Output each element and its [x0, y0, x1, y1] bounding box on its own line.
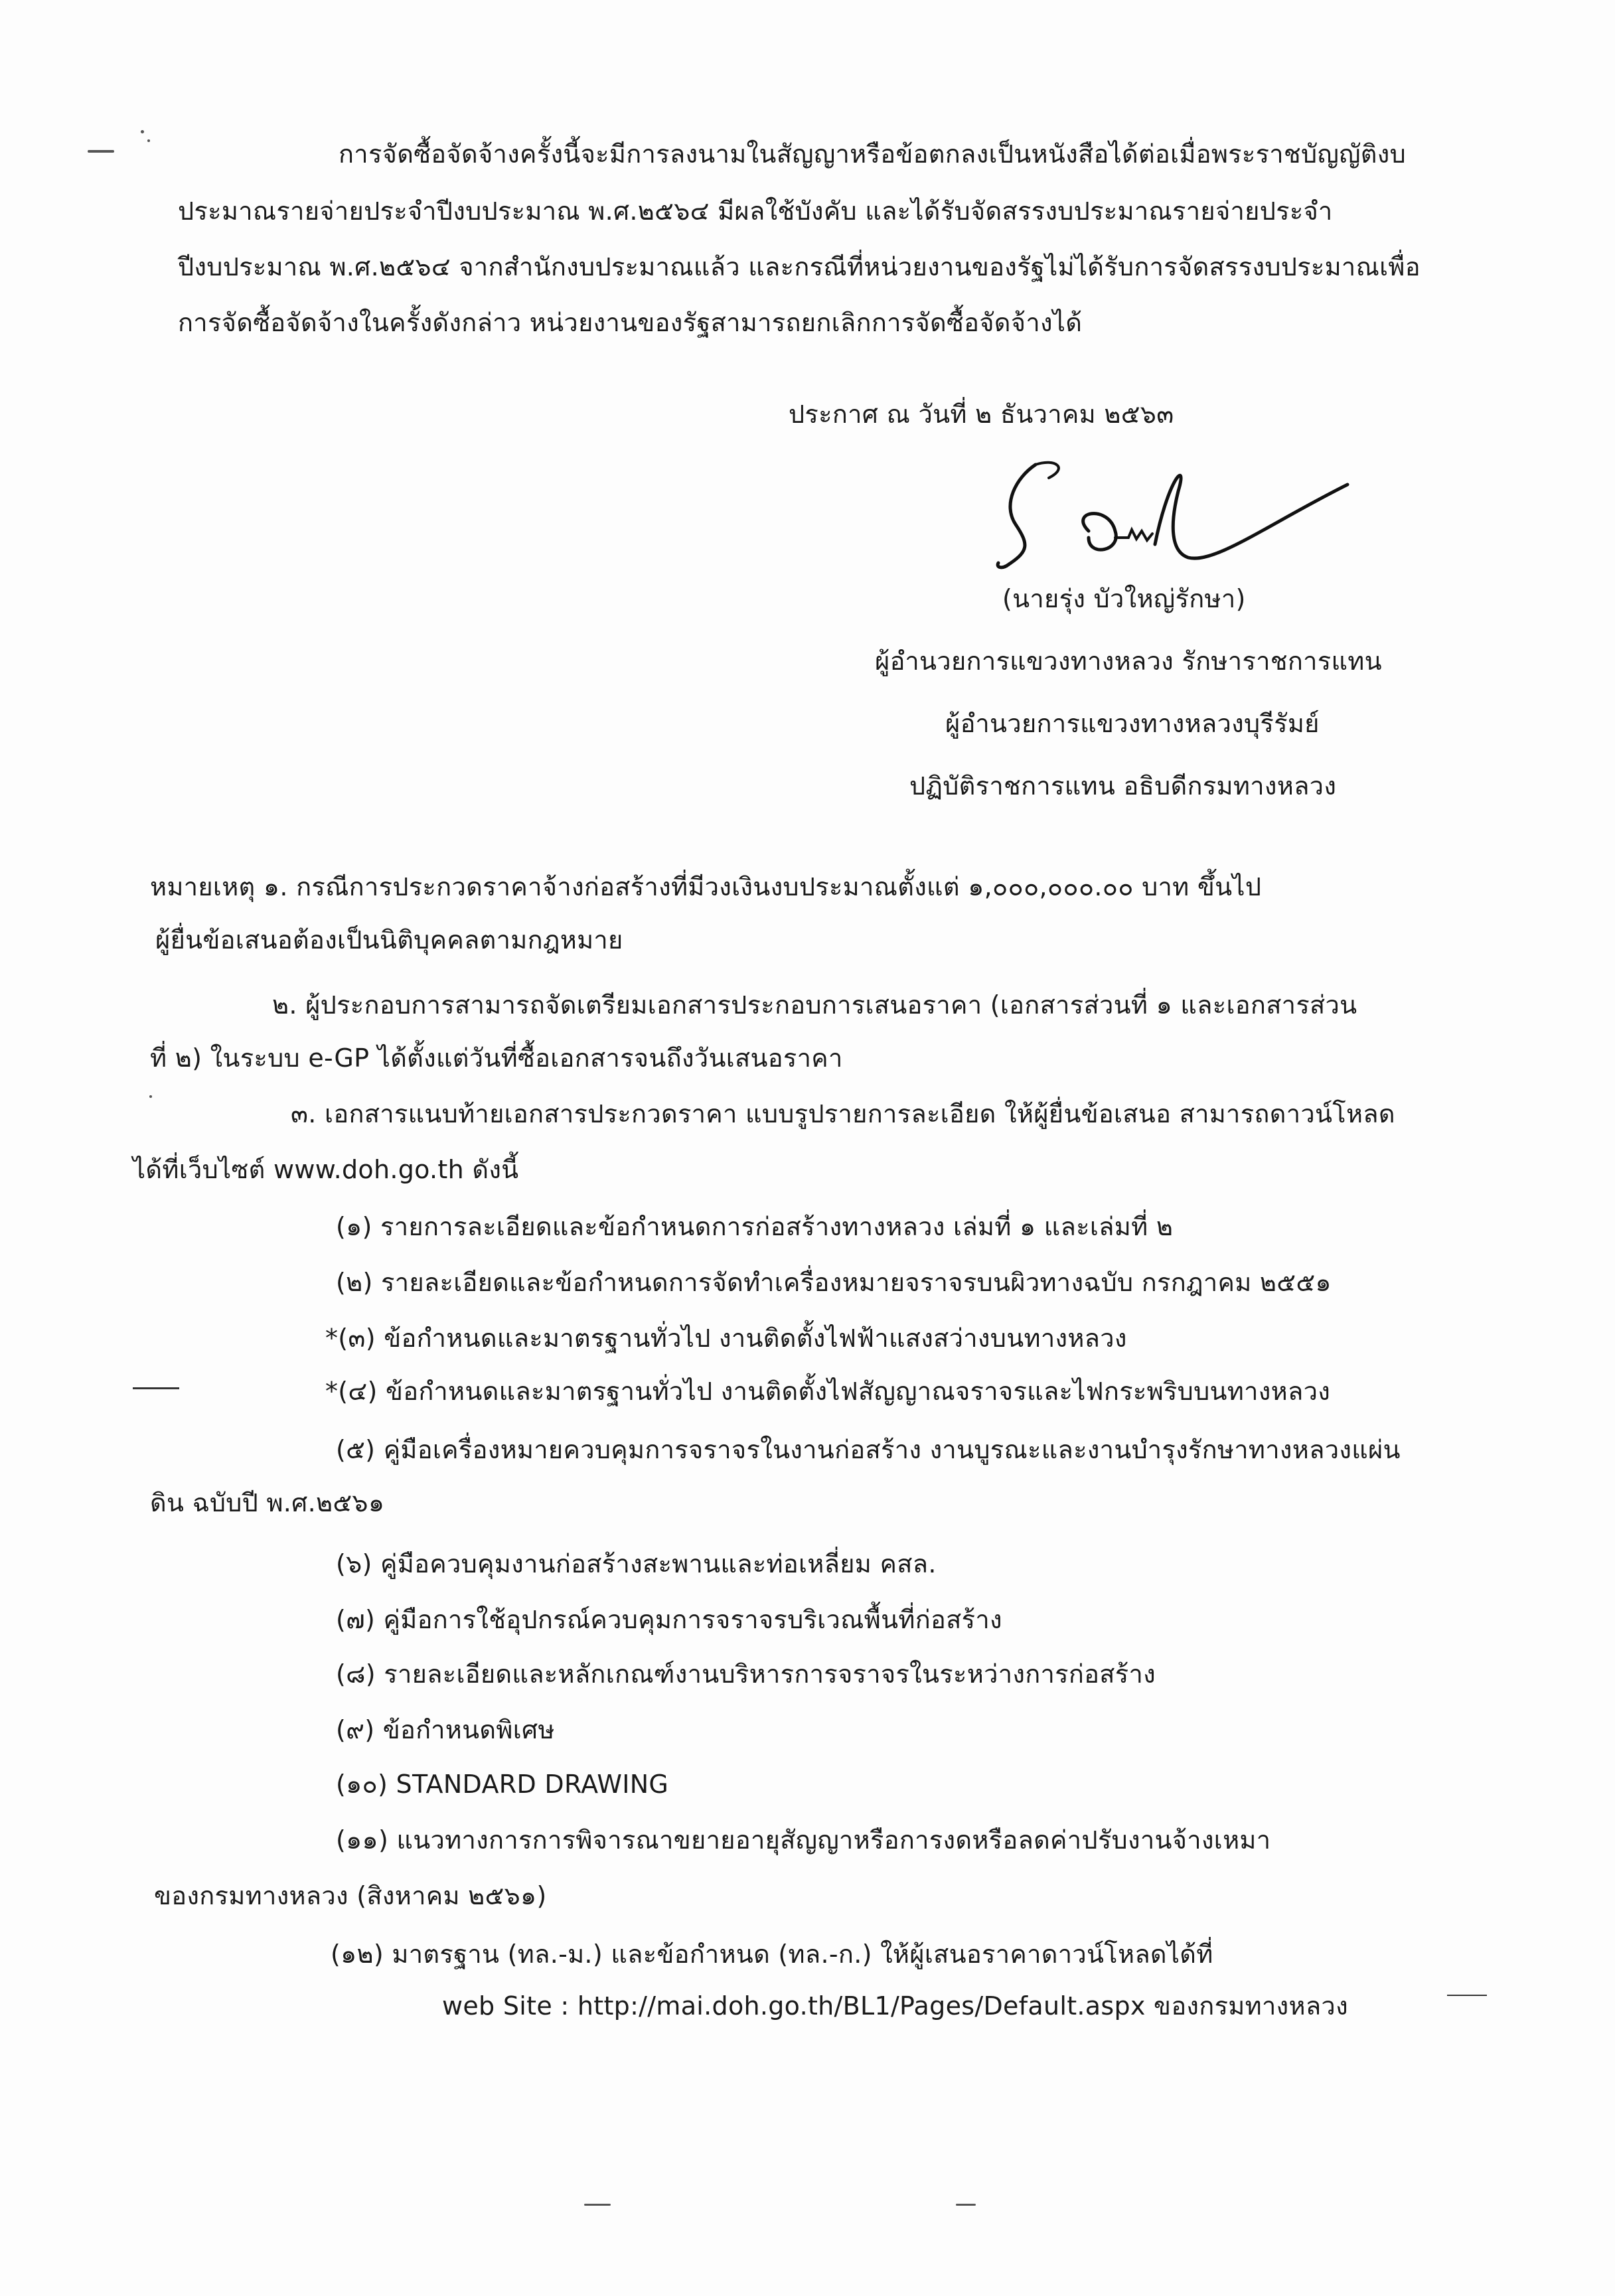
signatory-title-2: ผู้อำนวยการแขวงทางหลวงบุรีรัมย์ [945, 709, 1320, 738]
paragraph-top-line-3: ปีงบประมาณ พ.ศ.๒๕๖๔ จากสำนักงบประมาณแล้ว และกรณีที่หน่วยงานของรัฐไม่ได้รับการจัดสรรงบประมาณเพื่อ [178, 252, 1421, 281]
paragraph-top-line-1: การจัดซื้อจัดจ้างครั้งนี้จะมีการลงนามในสัญญาหรือข้อตกลงเป็นหนังสือได้ต่อเมื่อพระราชบัญญัติงบ [339, 139, 1407, 169]
announcement-date: ประกาศ ณ วันที่ ๒ ธันวาคม ๒๕๖๓ [789, 400, 1174, 429]
scan-dash [133, 1387, 179, 1389]
list-item: (๑๑) แนวทางการการพิจารณาขยายอายุสัญญาหรือการงดหรือลดค่าปรับงานจ้างเหมา [336, 1825, 1271, 1855]
scan-speck [88, 150, 114, 153]
signature-image [989, 451, 1361, 584]
list-item: (๘) รายละเอียดและหลักเกณฑ์งานบริหารการจราจรในระหว่างการก่อสร้าง [336, 1659, 1156, 1689]
scan-speck [147, 139, 150, 142]
list-item-continuation: ของกรมทางหลวง (สิงหาคม ๒๕๖๑) [154, 1881, 547, 1910]
scan-dash [1447, 1995, 1487, 1996]
list-item: (๑) รายการละเอียดและข้อกำหนดการก่อสร้างทางหลวง เล่มที่ ๑ และเล่มที่ ๒ [336, 1212, 1174, 1241]
list-item: (๑๒) มาตรฐาน (ทล.-ม.) และข้อกำหนด (ทล.-ก.) ให้ผู้เสนอราคาดาวน์โหลดได้ที่ [331, 1940, 1213, 1969]
scan-speck [141, 130, 144, 133]
list-item: (๒) รายละเอียดและข้อกำหนดการจัดทำเครื่องหมายจราจรบนผิวทางฉบับ กรกฎาคม ๒๕๕๑ [336, 1268, 1332, 1297]
list-item: *(๓) ข้อกำหนดและมาตรฐานทั่วไป งานติดตั้งไฟฟ้าแสงสว่างบนทางหลวง [325, 1324, 1127, 1353]
scan-speck [149, 1095, 152, 1098]
signatory-title-3: ปฏิบัติราชการแทน อธิบดีกรมทางหลวง [909, 771, 1337, 801]
note-2-line-2: ที่ ๒) ในระบบ e-GP ได้ตั้งแต่วันที่ซื้อเอกสารจนถึงวันเสนอราคา [150, 1043, 843, 1073]
signatory-title-1: ผู้อำนวยการแขวงทางหลวง รักษาราชการแทน [875, 647, 1382, 676]
list-item: (๑๐) STANDARD DRAWING [336, 1770, 669, 1799]
list-item-continuation: web Site : http://mai.doh.go.th/BL1/Pages/Default.aspx ของกรมทางหลวง [442, 1991, 1348, 2021]
list-item: (๙) ข้อกำหนดพิเศษ [336, 1715, 555, 1744]
signatory-name: (นายรุ่ง บัวใหญ่รักษา) [1002, 584, 1246, 613]
list-item-continuation: ดิน ฉบับปี พ.ศ.๒๕๖๑ [150, 1488, 385, 1517]
note-1-line-2: ผู้ยื่นข้อเสนอต้องเป็นนิติบุคคลตามกฎหมาย [155, 925, 623, 955]
scan-speck [584, 2204, 611, 2206]
list-item: (๖) คู่มือควบคุมงานก่อสร้างสะพานและท่อเหลี่ยม คสล. [336, 1549, 937, 1578]
list-item: (๗) คู่มือการใช้อุปกรณ์ควบคุมการจราจรบริเวณพื้นที่ก่อสร้าง [336, 1605, 1002, 1634]
paragraph-top-line-2: ประมาณรายจ่ายประจำปีงบประมาณ พ.ศ.๒๕๖๔ มีผลใช้บังคับ และได้รับจัดสรรงบประมาณรายจ่ายประจำ [178, 196, 1333, 226]
note-3-line-1: ๓. เอกสารแนบท้ายเอกสารประกวดราคา แบบรูปรายการละเอียด ให้ผู้ยื่นข้อเสนอ สามารถดาวน์โหลด [291, 1099, 1395, 1128]
paragraph-top-line-4: การจัดซื้อจัดจ้างในครั้งดังกล่าว หน่วยงานของรัฐสามารถยกเลิกการจัดซื้อจัดจ้างได้ [178, 308, 1083, 337]
note-1-line-1: หมายเหตุ ๑. กรณีการประกวดราคาจ้างก่อสร้างที่มีวงเงินงบประมาณตั้งแต่ ๑,๐๐๐,๐๐๐.๐๐ บาท ขึ้นไป [150, 872, 1262, 901]
list-item: *(๔) ข้อกำหนดและมาตรฐานทั่วไป งานติดตั้งไฟสัญญาณจราจรและไฟกระพริบบนทางหลวง [325, 1377, 1331, 1406]
note-2-line-1: ๒. ผู้ประกอบการสามารถจัดเตรียมเอกสารประกอบการเสนอราคา (เอกสารส่วนที่ ๑ และเอกสารส่วน [272, 990, 1357, 1020]
scan-speck [956, 2204, 976, 2206]
note-3-line-2: ได้ที่เว็บไซต์ www.doh.go.th ดังนี้ [133, 1155, 519, 1184]
list-item: (๕) คู่มือเครื่องหมายควบคุมการจราจรในงานก่อสร้าง งานบูรณะและงานบำรุงรักษาทางหลวงแผ่น [336, 1435, 1401, 1464]
